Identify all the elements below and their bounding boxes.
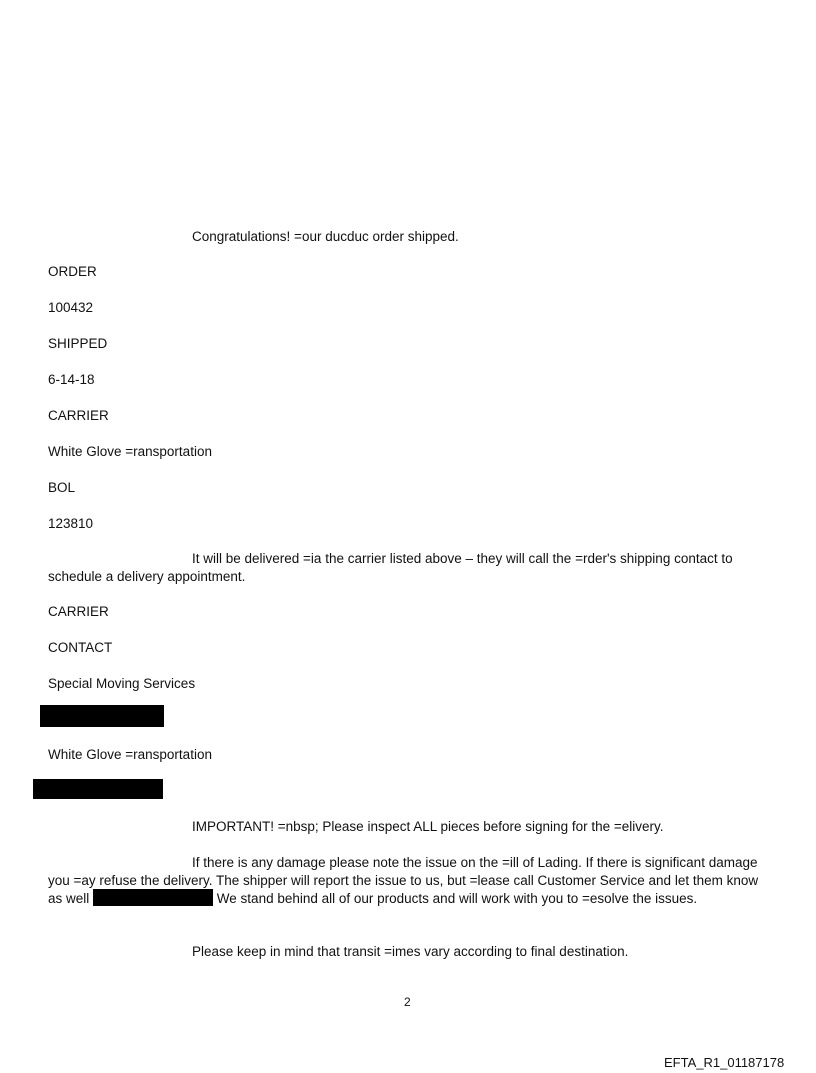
important-notice: IMPORTANT! =nbsp; Please inspect ALL pieces before signing for the =elivery.	[192, 819, 664, 834]
congrats-text: Congratulations! =our ducduc order shipped.	[192, 229, 459, 244]
contact-label: CONTACT	[48, 640, 113, 655]
document-id: EFTA_R1_01187178	[664, 1055, 785, 1070]
delivery-text-line-2: schedule a delivery appointment.	[48, 569, 246, 584]
carrier-value-2: White Glove =ransportation	[48, 747, 212, 762]
order-label: ORDER	[48, 264, 97, 279]
carrier-label: CARRIER	[48, 408, 109, 423]
redaction-block-1	[40, 705, 164, 727]
redaction-inline	[93, 889, 213, 906]
redaction-block-2	[33, 779, 163, 799]
page-number: 2	[404, 995, 411, 1009]
damage-text-line-3	[48, 889, 697, 908]
order-value: 100432	[48, 300, 94, 315]
bol-label: BOL	[48, 480, 76, 495]
damage-text-line-3-end: We stand behind all of our products and will work with you to =esolve the issues.	[216, 891, 698, 906]
shipped-value: 6-14-18	[48, 372, 95, 387]
delivery-text-line-1: It will be delivered =ia the carrier listed above – they will call the =rder's shipping contact to	[192, 551, 733, 566]
bol-value: 123810	[48, 516, 94, 531]
carrier-label-2: CARRIER	[48, 604, 109, 619]
transit-note: Please keep in mind that transit =imes vary according to final destination.	[192, 944, 629, 959]
moving-service-text: Special Moving Services	[48, 676, 196, 691]
carrier-value: White Glove =ransportation	[48, 444, 212, 459]
damage-text-line-1: If there is any damage please note the issue on the =ill of Lading. If there is significant damage	[192, 855, 758, 870]
damage-text-line-2: you =ay refuse the delivery. The shipper will report the issue to us, but =lease call Customer Service and let them know	[48, 873, 759, 888]
damage-text-line-3-start: as well	[48, 891, 90, 906]
shipped-label: SHIPPED	[48, 336, 108, 351]
